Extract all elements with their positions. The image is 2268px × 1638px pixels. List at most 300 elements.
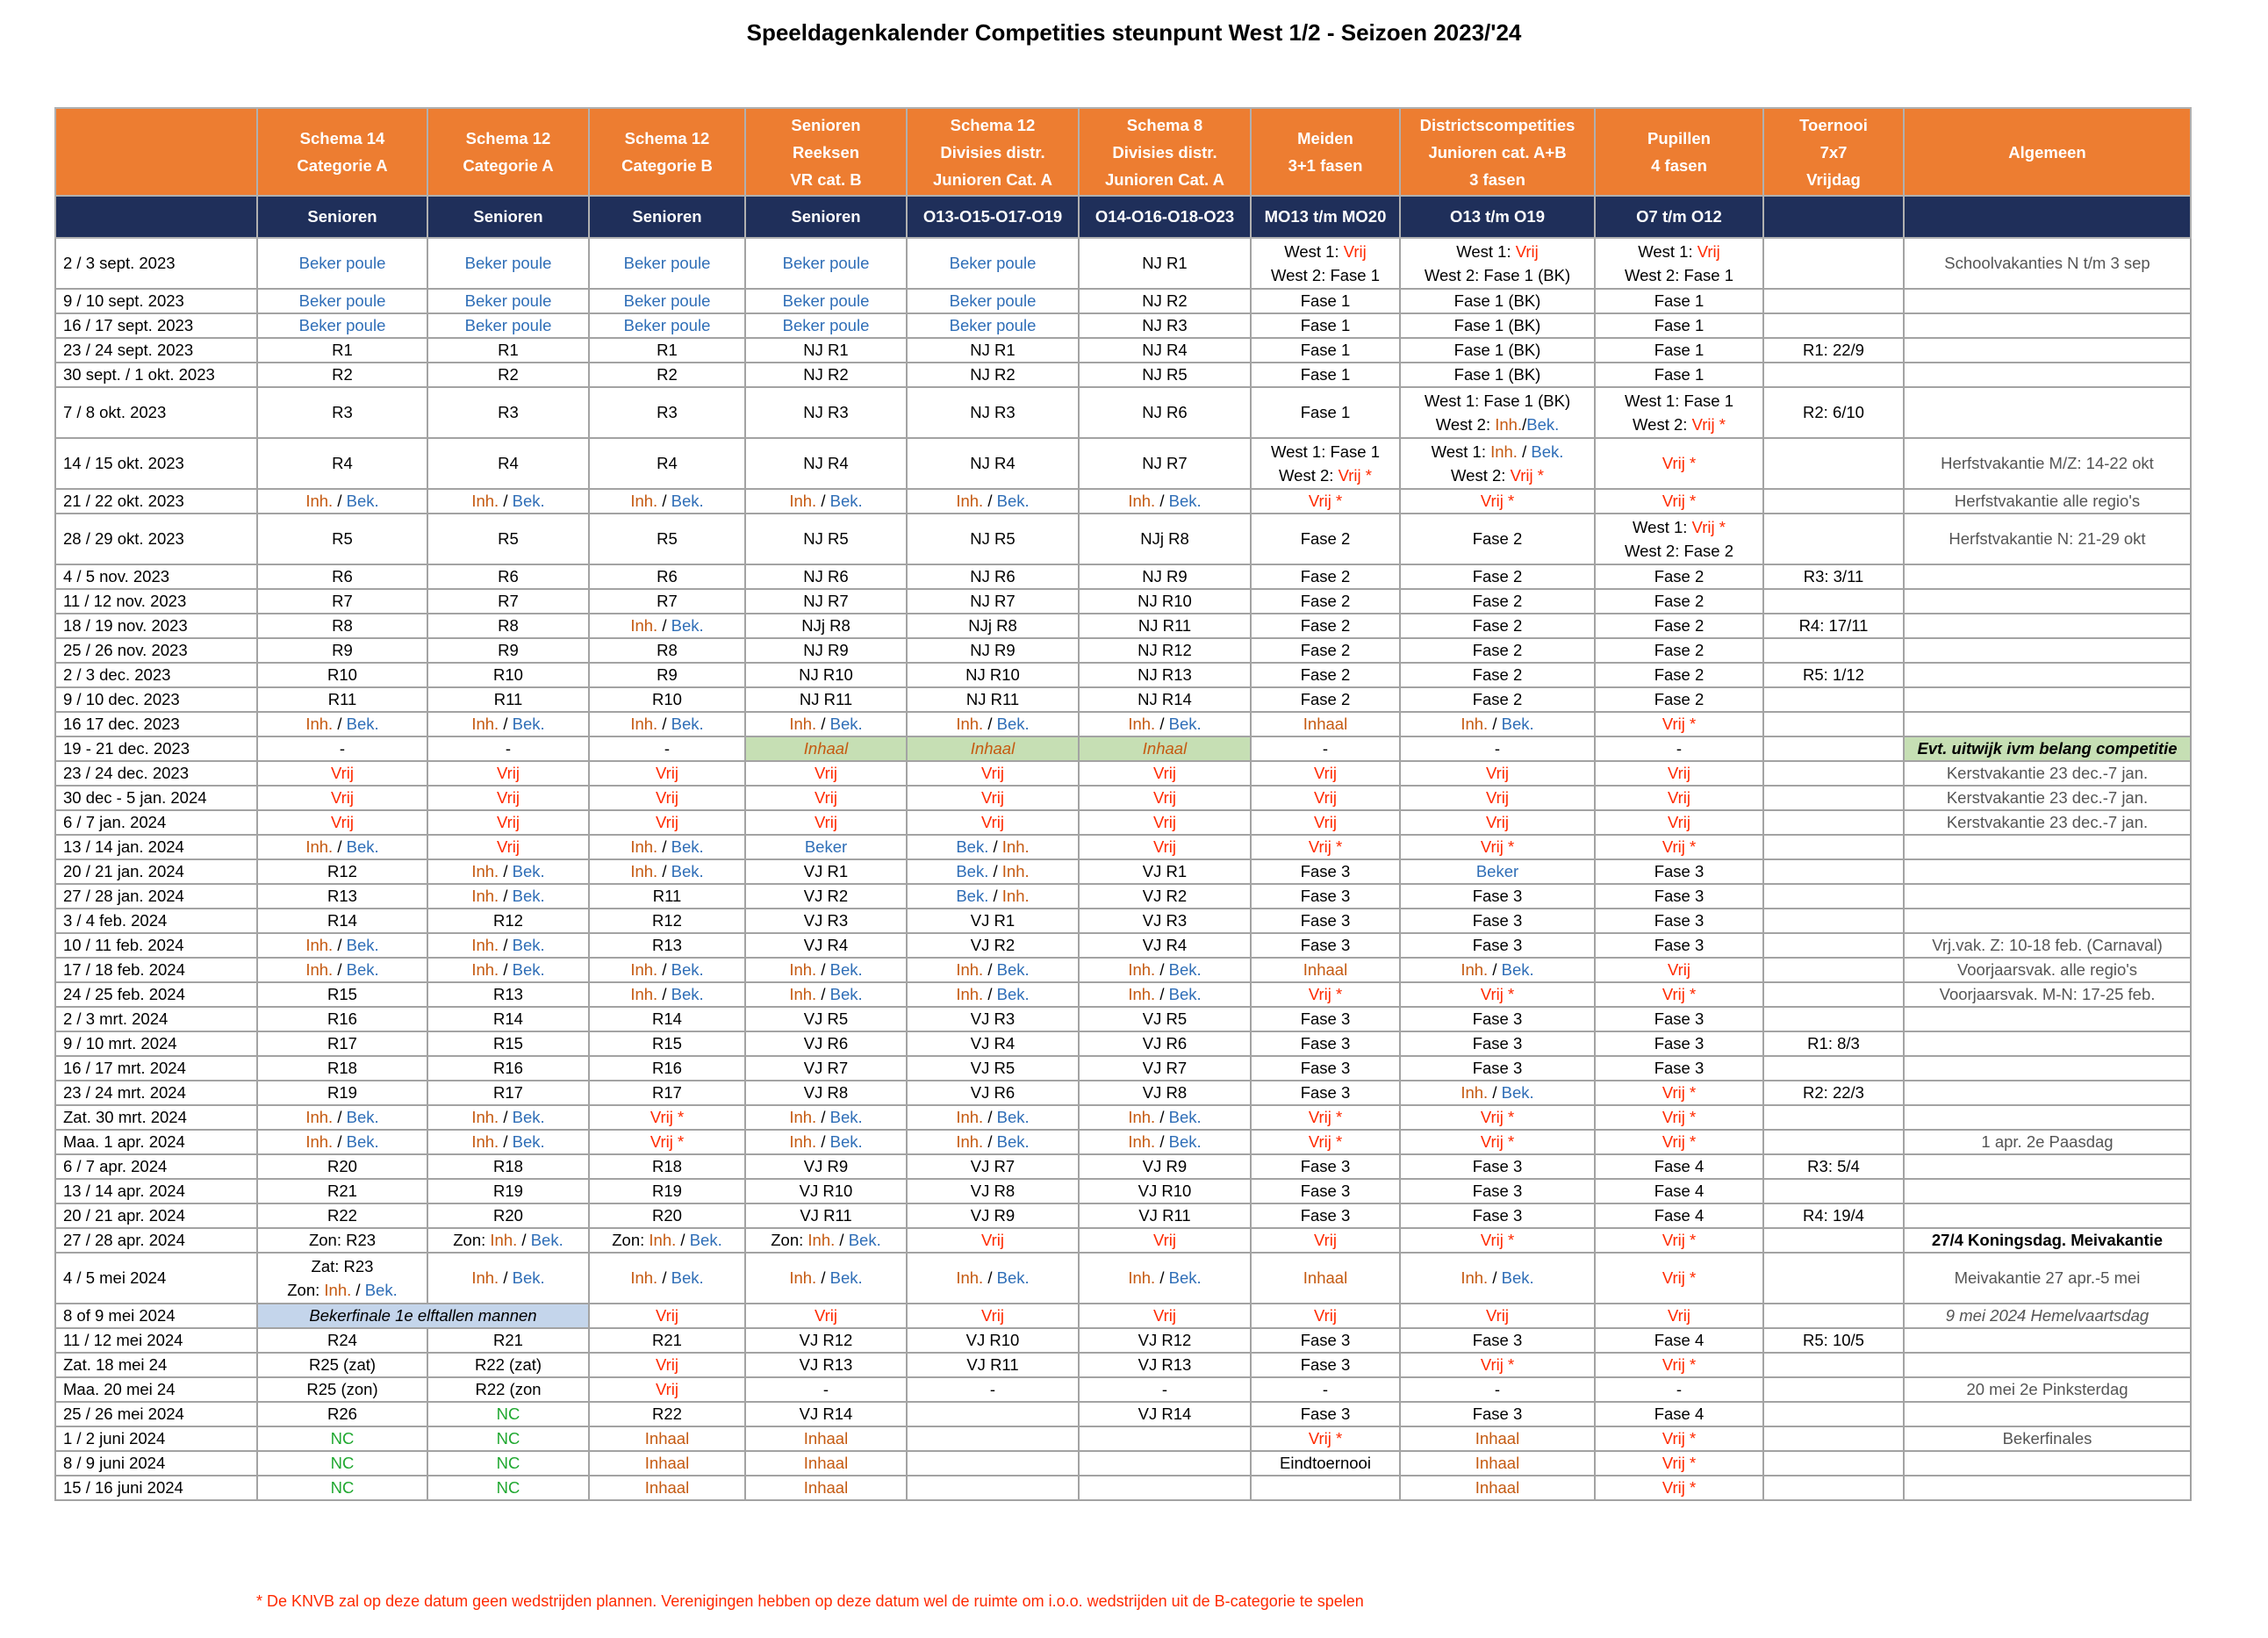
cell-text-segment: 9 mei 2024 Hemelvaartsdag xyxy=(1945,1306,2150,1325)
table-cell xyxy=(257,1328,427,1353)
cell-text-segment: / xyxy=(1155,960,1169,979)
table-row xyxy=(55,884,2191,909)
table-cell xyxy=(257,1253,427,1304)
table-cell xyxy=(427,387,589,438)
cell-text-segment: Bek. xyxy=(956,862,989,880)
cell-text-segment: Inh. xyxy=(956,715,984,733)
cell-text-segment: Vrij * xyxy=(1662,454,1697,472)
cell-text-segment: Vrij xyxy=(980,1231,1005,1249)
table-cell xyxy=(589,363,745,387)
cell-line xyxy=(1598,389,1760,413)
cell-text: Fase 3 xyxy=(1472,1034,1523,1052)
table-cell xyxy=(1400,387,1595,438)
table-cell xyxy=(1251,1105,1400,1130)
header-row xyxy=(55,108,2191,196)
cell-text-segment: Vrij * xyxy=(1662,715,1697,733)
cell-text-segment: Inhaal xyxy=(1303,715,1348,733)
date-cell xyxy=(55,1451,257,1476)
table-cell xyxy=(427,909,589,933)
cell-text: R12 xyxy=(652,911,682,930)
cell-text: R9 xyxy=(332,641,353,659)
table-cell xyxy=(257,982,427,1007)
cell-text: NJ R1 xyxy=(1142,254,1188,272)
cell-text: VJ R3 xyxy=(1142,911,1188,930)
table-cell xyxy=(1079,1304,1251,1328)
date-label: 18 / 19 nov. 2023 xyxy=(63,616,188,635)
table-cell xyxy=(1904,958,2191,982)
date-label: 20 / 21 apr. 2024 xyxy=(63,1206,185,1225)
cell-text-segment: NC xyxy=(496,1429,520,1448)
table-cell xyxy=(589,712,745,736)
header-cell xyxy=(1400,196,1595,238)
cell-text-segment: Inh. xyxy=(956,960,984,979)
table-cell xyxy=(1251,238,1400,289)
table-cell xyxy=(1079,1353,1251,1377)
table-cell xyxy=(1251,1451,1400,1476)
cell-text: - xyxy=(1161,1380,1168,1398)
cell-text: R3 xyxy=(332,403,353,421)
table-cell xyxy=(1763,1154,1904,1179)
header-label: Schema 14 Categorie A xyxy=(297,129,388,175)
table-cell xyxy=(257,387,427,438)
cell-text-segment: Zon: xyxy=(287,1281,325,1299)
table-cell xyxy=(1400,564,1595,589)
table-cell xyxy=(257,289,427,313)
table-cell xyxy=(589,909,745,933)
table-cell xyxy=(1079,1377,1251,1402)
table-cell xyxy=(1595,909,1763,933)
table-cell xyxy=(1079,338,1251,363)
cell-text: R6 xyxy=(657,567,678,586)
table-cell xyxy=(1251,1253,1400,1304)
table-row xyxy=(55,313,2191,338)
cell-text: Fase 2 xyxy=(1300,690,1351,708)
header-cell xyxy=(257,108,427,196)
cell-text-segment: Vrij xyxy=(1313,1306,1338,1325)
cell-text-segment: Vrij xyxy=(1667,788,1691,807)
table-cell xyxy=(1251,438,1400,489)
table-cell xyxy=(907,1179,1079,1203)
table-cell xyxy=(1595,638,1763,663)
date-cell xyxy=(55,663,257,687)
table-cell xyxy=(1400,313,1595,338)
cell-text-segment: Inhaal xyxy=(803,1478,849,1497)
table-cell xyxy=(1251,958,1400,982)
table-cell xyxy=(427,687,589,712)
table-cell xyxy=(1079,438,1251,489)
cell-text: R21 xyxy=(652,1331,682,1349)
cell-text-segment: Vrij xyxy=(980,764,1005,782)
table-cell xyxy=(907,1353,1079,1377)
cell-text-segment: Vrij * xyxy=(1662,1083,1697,1102)
cell-text-segment: / xyxy=(1155,985,1169,1003)
header-label: O13 t/m O19 xyxy=(1450,207,1545,226)
cell-text: R19 xyxy=(493,1182,523,1200)
cell-text: Fase 3 xyxy=(1472,1206,1523,1225)
cell-text-segment: West 1: xyxy=(1456,242,1516,261)
table-cell xyxy=(257,1081,427,1105)
header-label: O13-O15-O17-O19 xyxy=(922,207,1063,226)
table-cell xyxy=(1079,638,1251,663)
date-cell xyxy=(55,313,257,338)
table-cell xyxy=(1904,238,2191,289)
table-cell xyxy=(427,1476,589,1500)
date-label: 4 / 5 mei 2024 xyxy=(63,1268,167,1287)
table-cell xyxy=(1763,1377,1904,1402)
cell-text-segment: Inh. xyxy=(1495,415,1523,434)
cell-text: VJ R2 xyxy=(970,936,1016,954)
cell-text-segment: Vrij xyxy=(330,813,355,831)
table-cell xyxy=(257,1203,427,1228)
cell-text: Fase 3 xyxy=(1654,862,1705,880)
table-cell xyxy=(589,859,745,884)
table-cell xyxy=(907,859,1079,884)
cell-text-segment: Inh. xyxy=(305,1108,334,1126)
table-cell xyxy=(1251,363,1400,387)
table-cell xyxy=(257,313,427,338)
table-cell xyxy=(1079,1007,1251,1031)
cell-text-segment: Beker poule xyxy=(949,254,1037,272)
cell-text: Fase 3 xyxy=(1300,1355,1351,1374)
table-cell xyxy=(1763,638,1904,663)
cell-text-segment: Inh. xyxy=(1128,1132,1156,1151)
table-cell xyxy=(589,1007,745,1031)
cell-text-segment: Bek. xyxy=(346,492,379,510)
table-cell xyxy=(1251,387,1400,438)
date-label: 13 / 14 apr. 2024 xyxy=(63,1182,185,1200)
table-cell xyxy=(257,1007,427,1031)
table-cell xyxy=(257,859,427,884)
table-cell xyxy=(1595,761,1763,786)
table-cell xyxy=(589,663,745,687)
table-cell xyxy=(1595,1081,1763,1105)
date-cell xyxy=(55,1253,257,1304)
table-cell xyxy=(1595,1203,1763,1228)
table-row xyxy=(55,1081,2191,1105)
table-row xyxy=(55,1451,2191,1476)
table-cell xyxy=(1079,1253,1251,1304)
cell-text-segment: Bek. xyxy=(512,1108,545,1126)
table-cell xyxy=(745,835,907,859)
cell-text: VJ R13 xyxy=(799,1355,853,1374)
header-label: MO13 t/m MO20 xyxy=(1264,207,1387,226)
table-cell xyxy=(589,1304,745,1328)
cell-text: R2: 6/10 xyxy=(1803,403,1864,421)
table-cell xyxy=(1251,1353,1400,1377)
cell-text-segment: Inh. xyxy=(305,960,334,979)
cell-text: Fase 2 xyxy=(1654,690,1705,708)
table-cell xyxy=(427,614,589,638)
table-cell xyxy=(907,1056,1079,1081)
cell-text: R4: 17/11 xyxy=(1798,616,1869,635)
table-cell xyxy=(1904,564,2191,589)
table-cell xyxy=(1400,1377,1595,1402)
cell-text: NJ R5 xyxy=(1142,365,1188,384)
cell-text-segment: Bek. xyxy=(829,960,863,979)
cell-text: Fase 3 xyxy=(1654,936,1705,954)
cell-text: NJ R3 xyxy=(970,403,1016,421)
table-row xyxy=(55,933,2191,958)
cell-text-segment: Bek. xyxy=(671,985,704,1003)
table-cell xyxy=(1251,786,1400,810)
cell-text: Fase 1 xyxy=(1654,341,1705,359)
cell-text: R16 xyxy=(493,1059,523,1077)
table-cell xyxy=(745,712,907,736)
table-cell xyxy=(1595,982,1763,1007)
cell-text: R2 xyxy=(498,365,519,384)
cell-text-segment: West 1: xyxy=(1284,242,1344,261)
cell-text-segment: / xyxy=(517,1231,531,1249)
table-cell xyxy=(427,1253,589,1304)
cell-text: NJj R8 xyxy=(801,616,850,635)
table-cell xyxy=(1251,736,1400,761)
cell-text-segment: Vrij xyxy=(1485,813,1510,831)
table-cell xyxy=(1400,1476,1595,1500)
table-cell xyxy=(907,786,1079,810)
table-cell xyxy=(427,884,589,909)
cell-text-segment: Vrij * xyxy=(1308,985,1343,1003)
date-cell xyxy=(55,835,257,859)
table-cell xyxy=(907,810,1079,835)
header-cell xyxy=(1763,108,1904,196)
table-cell xyxy=(427,363,589,387)
cell-text: R17 xyxy=(493,1083,523,1102)
date-cell xyxy=(55,1105,257,1130)
date-cell xyxy=(55,564,257,589)
cell-text-segment: / xyxy=(499,1132,513,1151)
cell-text-segment: Bek. xyxy=(512,936,545,954)
date-cell xyxy=(55,958,257,982)
table-cell xyxy=(745,958,907,982)
header-label: Senioren Reeksen VR cat. B xyxy=(790,115,862,189)
cell-text-segment: Bek. xyxy=(1168,715,1202,733)
table-cell xyxy=(907,1451,1079,1476)
cell-text: Fase 3 xyxy=(1472,1009,1523,1028)
date-cell xyxy=(55,1426,257,1451)
cell-text-segment: Beker poule xyxy=(298,254,386,272)
table-cell xyxy=(1251,514,1400,564)
cell-text-segment: Vrij xyxy=(1313,813,1338,831)
table-cell xyxy=(1904,1105,2191,1130)
cell-text-segment: Inh. xyxy=(789,1108,817,1126)
cell-text-segment: Inh. xyxy=(1128,985,1156,1003)
cell-text-segment: Bek. xyxy=(1501,1268,1534,1287)
date-label: 10 / 11 feb. 2024 xyxy=(63,936,184,954)
table-cell xyxy=(257,338,427,363)
cell-text-segment: Vrij xyxy=(1667,764,1691,782)
cell-text: R13 xyxy=(493,985,523,1003)
header-cell xyxy=(1400,108,1595,196)
cell-text-segment: Vrij xyxy=(496,813,520,831)
table-cell xyxy=(1904,1476,2191,1500)
cell-text-segment: Zat: R23 xyxy=(311,1257,374,1275)
cell-text: NJ R7 xyxy=(970,592,1016,610)
cell-text: Fase 1 (BK) xyxy=(1453,291,1541,310)
table-cell xyxy=(1595,712,1763,736)
cell-text: VJ R9 xyxy=(1142,1157,1188,1175)
table-cell xyxy=(1251,761,1400,786)
cell-text-segment: / xyxy=(333,715,347,733)
cell-text-segment: Beker xyxy=(804,837,848,856)
table-row xyxy=(55,1203,2191,1228)
table-cell xyxy=(589,1426,745,1451)
cell-text-segment: Vrij xyxy=(814,813,838,831)
table-cell xyxy=(1595,289,1763,313)
cell-text-segment: Bek. xyxy=(1531,442,1564,461)
cell-text-segment: Vrij xyxy=(1152,837,1177,856)
cell-text: R19 xyxy=(652,1182,682,1200)
cell-text-segment: / xyxy=(1155,1132,1169,1151)
subheader-row xyxy=(55,196,2191,238)
table-cell xyxy=(1763,1007,1904,1031)
table-cell xyxy=(1904,438,2191,489)
cell-text-segment: Bek. xyxy=(671,616,704,635)
cell-text: Fase 3 xyxy=(1654,1059,1705,1077)
table-row xyxy=(55,338,2191,363)
cell-text-segment: Bek. xyxy=(829,1132,863,1151)
table-cell xyxy=(1904,982,2191,1007)
cell-text-segment: Inh. xyxy=(490,1231,518,1249)
cell-text: VJ R7 xyxy=(970,1157,1016,1175)
cell-text: NJ R5 xyxy=(803,529,849,548)
cell-text: R1 xyxy=(332,341,353,359)
table-row xyxy=(55,859,2191,884)
cell-text-segment: Inh. xyxy=(807,1231,836,1249)
cell-text: R7 xyxy=(498,592,519,610)
table-row xyxy=(55,1476,2191,1500)
header-cell xyxy=(589,196,745,238)
table-cell xyxy=(1251,1031,1400,1056)
cell-text-segment: Inh. xyxy=(789,715,817,733)
cell-text-segment: Beker poule xyxy=(464,254,552,272)
table-cell xyxy=(427,1031,589,1056)
cell-text: R2 xyxy=(657,365,678,384)
table-cell xyxy=(1079,387,1251,438)
table-cell xyxy=(1079,958,1251,982)
cell-text-segment: Vrij xyxy=(1485,788,1510,807)
cell-text: R11 xyxy=(652,887,682,905)
cell-text: - xyxy=(505,739,512,758)
cell-text: R25 (zon) xyxy=(306,1380,378,1398)
header-cell xyxy=(1079,196,1251,238)
table-cell xyxy=(745,1007,907,1031)
table-cell xyxy=(1595,958,1763,982)
cell-text-segment: Vrij xyxy=(1515,242,1539,261)
table-cell xyxy=(1400,1154,1595,1179)
cell-text-segment: Vrij * xyxy=(1308,492,1343,510)
cell-text-segment: Meivakantie xyxy=(2066,1231,2164,1249)
date-cell xyxy=(55,1179,257,1203)
date-label: 20 / 21 jan. 2024 xyxy=(63,862,184,880)
cell-text-segment: West 2: Fase 1 xyxy=(1624,266,1734,284)
cell-text: VJ R1 xyxy=(803,862,849,880)
header-cell xyxy=(1595,196,1763,238)
cell-text-segment: Beker poule xyxy=(623,316,711,334)
table-cell xyxy=(427,638,589,663)
table-cell xyxy=(1400,1304,1595,1328)
header-cell xyxy=(1595,108,1763,196)
table-cell xyxy=(1904,1154,2191,1179)
cell-text: VJ R3 xyxy=(970,1009,1016,1028)
table-cell xyxy=(257,909,427,933)
cell-text: NJ R2 xyxy=(1142,291,1188,310)
date-cell xyxy=(55,1353,257,1377)
table-cell xyxy=(1400,687,1595,712)
table-row xyxy=(55,786,2191,810)
cell-text-segment: Beker poule xyxy=(623,254,711,272)
cell-text: Fase 2 xyxy=(1472,690,1523,708)
cell-text: Fase 3 xyxy=(1472,911,1523,930)
date-cell xyxy=(55,614,257,638)
table-cell xyxy=(1400,1007,1595,1031)
table-cell xyxy=(1904,638,2191,663)
cell-text: Fase 2 xyxy=(1654,665,1705,684)
table-cell xyxy=(1595,687,1763,712)
table-cell xyxy=(907,1228,1079,1253)
table-row xyxy=(55,1328,2191,1353)
header-label: Senioren xyxy=(307,207,377,226)
header-label: O7 t/m O12 xyxy=(1636,207,1722,226)
cell-text: NJ R3 xyxy=(1142,316,1188,334)
table-cell xyxy=(257,712,427,736)
cell-text-segment: Vrij xyxy=(330,764,355,782)
cell-text-segment: Inh. xyxy=(471,715,499,733)
date-label: 7 / 8 okt. 2023 xyxy=(63,403,167,421)
table-cell xyxy=(427,712,589,736)
table-row xyxy=(55,1377,2191,1402)
cell-text-segment: Bek. xyxy=(956,837,989,856)
table-cell xyxy=(1079,1328,1251,1353)
cell-text-segment: Inh. xyxy=(471,1268,499,1287)
cell-text: R1: 8/3 xyxy=(1807,1034,1860,1052)
cell-text: NJ R1 xyxy=(803,341,849,359)
cell-text: VJ R6 xyxy=(803,1034,849,1052)
table-cell xyxy=(1400,514,1595,564)
table-cell xyxy=(1251,884,1400,909)
cell-text-segment: Inhaal xyxy=(644,1429,690,1448)
table-cell xyxy=(589,933,745,958)
date-label: 6 / 7 apr. 2024 xyxy=(63,1157,168,1175)
table-cell xyxy=(1595,564,1763,589)
date-cell xyxy=(55,1377,257,1402)
cell-text-segment: West 1: xyxy=(1431,442,1491,461)
table-cell xyxy=(257,933,427,958)
cell-text: VJ R10 xyxy=(799,1182,853,1200)
cell-text-segment: Vrij xyxy=(980,788,1005,807)
cell-text-segment: / xyxy=(1155,492,1169,510)
header-label: Senioren xyxy=(791,207,861,226)
table-cell xyxy=(1763,909,1904,933)
table-cell xyxy=(1251,614,1400,638)
cell-text-segment: Beker poule xyxy=(949,316,1037,334)
table-row xyxy=(55,909,2191,933)
table-cell xyxy=(745,614,907,638)
date-cell xyxy=(55,933,257,958)
cell-text-segment: Bek. xyxy=(671,960,704,979)
header-cell xyxy=(1251,108,1400,196)
cell-text-segment: Inh. xyxy=(630,492,658,510)
table-cell xyxy=(1400,810,1595,835)
table-cell xyxy=(1595,387,1763,438)
header-cell xyxy=(1079,108,1251,196)
table-cell xyxy=(745,1304,907,1328)
date-label: 11 / 12 nov. 2023 xyxy=(63,592,187,610)
cell-text-segment: Herfstvakantie M/Z: 14-22 okt xyxy=(1941,454,2154,472)
table-cell xyxy=(1079,1228,1251,1253)
table-cell xyxy=(907,663,1079,687)
cell-line xyxy=(1254,463,1396,487)
cell-text: NJ R1 xyxy=(970,341,1016,359)
